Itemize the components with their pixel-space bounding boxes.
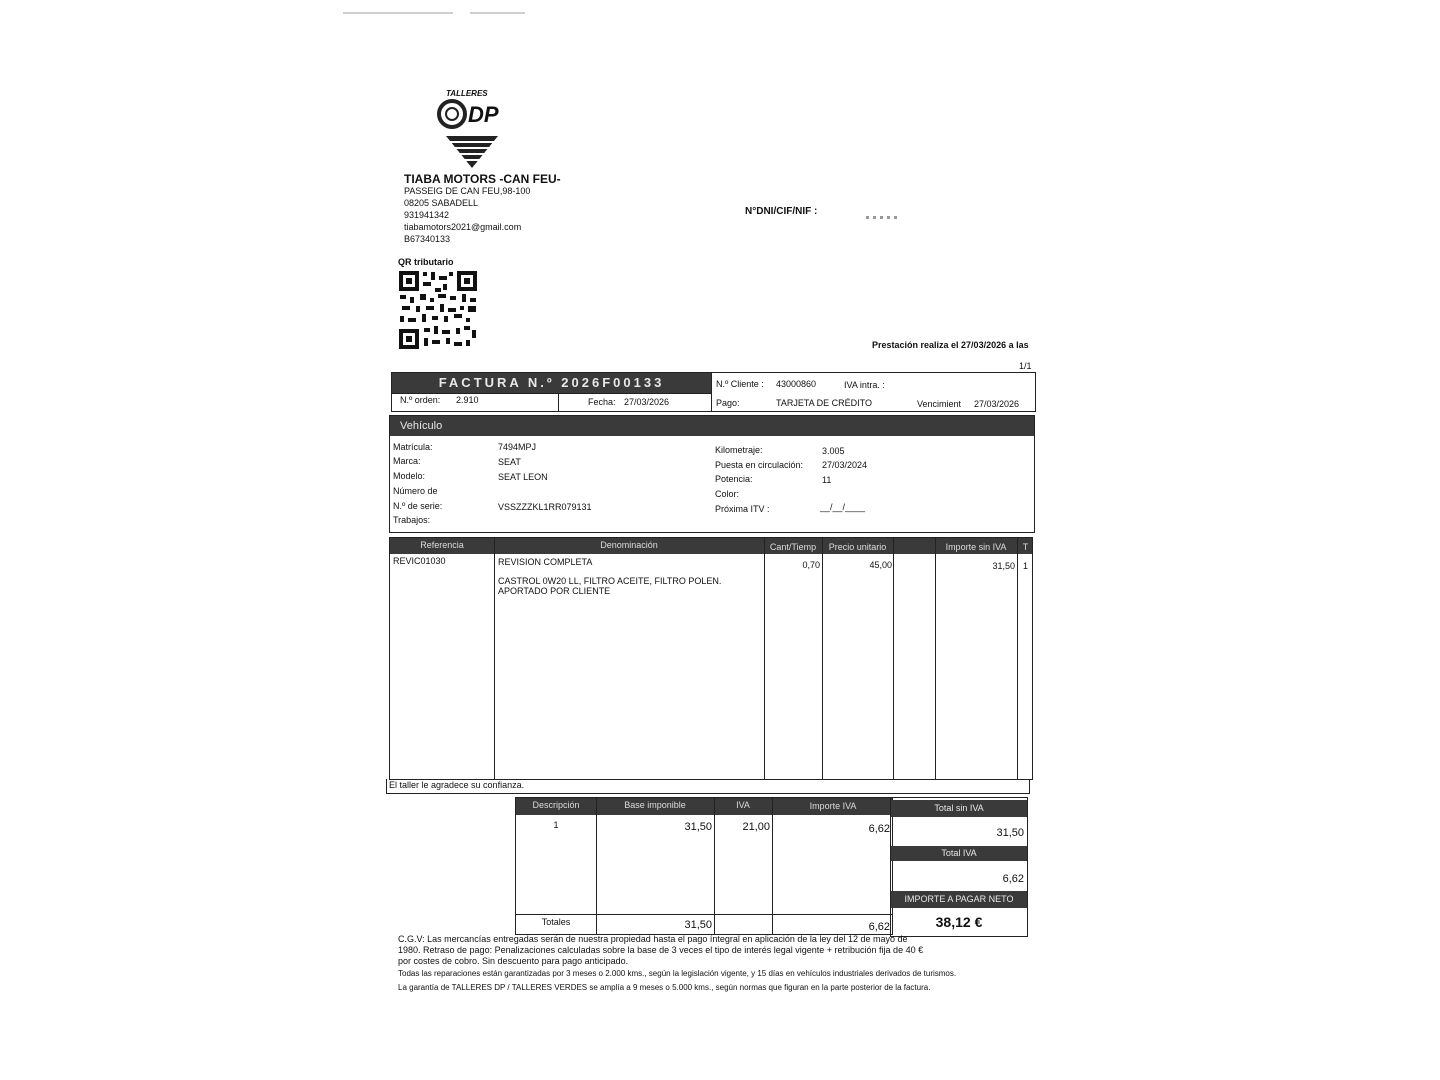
- vehicle-value-brand: SEAT: [498, 457, 521, 467]
- vat-header-rate: IVA: [736, 800, 750, 810]
- header-t: T: [1022, 542, 1029, 552]
- client-value: 43000860: [776, 379, 817, 389]
- company-phone: 931941342: [404, 210, 450, 220]
- vehicle-label-power: Potencia:: [715, 474, 753, 484]
- total-iva-value: 6,62: [1002, 873, 1024, 885]
- vehicle-label-model: Modelo:: [393, 471, 426, 481]
- vat-breakdown: [515, 797, 893, 935]
- vehicle-label-works: Trabajos:: [393, 515, 431, 525]
- client-label: N.º Cliente :: [716, 379, 764, 389]
- total-sin-iva-value: 31,50: [996, 827, 1024, 839]
- due-value: 27/03/2026: [974, 399, 1020, 409]
- company-email: tiabamotors2021@gmail.com: [404, 222, 522, 232]
- logo-icon: [432, 88, 512, 172]
- item-t: 1: [1022, 561, 1028, 571]
- thanks-row: [386, 779, 1030, 794]
- due-label: Vencimient: [917, 399, 962, 409]
- vehicle-value-plate: 7494MPJ: [498, 442, 537, 452]
- vat-label: IVA intra. :: [844, 380, 885, 390]
- invoice-title: FACTURA N.º 2026F00133: [392, 373, 711, 393]
- vehicle-label-brand: Marca:: [393, 456, 421, 466]
- header-unit-price: Precio unitario: [828, 542, 887, 552]
- company-nif: B67340133: [404, 234, 451, 244]
- vehicle-value-power: 11: [822, 475, 832, 485]
- items-table: [389, 537, 1033, 780]
- vat-row-amount: 6,62: [868, 823, 890, 835]
- vat-header-base: Base imponible: [624, 800, 686, 810]
- cgv-text: [398, 934, 1038, 995]
- qr-code: [398, 270, 478, 350]
- vehicle-section: [389, 415, 1035, 533]
- thanks-text: El taller le agradece su confianza.: [389, 780, 525, 790]
- customer-id-redacted: [866, 216, 898, 219]
- vat-header-amount: Importe IVA: [809, 801, 857, 811]
- service-line: Prestación realiza el 27/03/2026 a las: [872, 340, 1029, 350]
- page-number: 1/1: [1019, 361, 1032, 371]
- qr-code-icon: [398, 270, 478, 350]
- vehicle-value-model: SEAT LEON: [498, 472, 548, 482]
- company-logo: [432, 88, 512, 172]
- order-label: N.º orden:: [400, 395, 441, 405]
- invoice-header: [391, 372, 1036, 412]
- company-name: TIABA MOTORS -CAN FEU-: [404, 172, 561, 186]
- vehicle-header: Vehículo: [390, 416, 1034, 436]
- payment-label: Pago:: [716, 398, 740, 408]
- vat-row-base: 31,50: [684, 821, 712, 833]
- cgv-line: por costes de cobro. Sin descuento para pago anticipado.: [398, 956, 629, 966]
- vehicle-label-plate: Matrícula:: [393, 442, 433, 452]
- vehicle-value-registration: 27/03/2024: [822, 460, 868, 470]
- vehicle-value-itv: __/__/____: [820, 502, 866, 512]
- item-amount: 31,50: [992, 561, 1015, 571]
- header-reference: Referencia: [420, 540, 464, 550]
- item-note: APORTADO POR CLIENTE: [498, 586, 611, 596]
- item-unit-price: 45,00: [869, 560, 892, 570]
- totals-label: Totales: [541, 917, 571, 927]
- totals-iva: 6,62: [868, 921, 890, 933]
- item-description: REVISION COMPLETA: [498, 557, 593, 567]
- cgv-line: Todas las reparaciones están garantizadas por 3 meses o 2.000 kms., según la legislación vigente, y 15 días en vehículos industriales derivados de turismos.: [398, 969, 957, 978]
- company-city: 08205 SABADELL: [404, 198, 479, 208]
- total-iva-label: Total IVA: [891, 846, 1027, 861]
- item-quantity: 0,70: [802, 560, 820, 570]
- vat-row-description: 1: [553, 820, 559, 830]
- scan-mark: [470, 12, 525, 14]
- vehicle-label-km: Kilometraje:: [715, 445, 763, 455]
- logo-mark-text: DP: [468, 102, 499, 127]
- vehicle-label-number: Número de: [393, 486, 438, 496]
- vehicle-label-color: Color:: [715, 489, 740, 499]
- item-reference: REVIC01030: [393, 556, 446, 566]
- cgv-line: La garantía de TALLERES DP / TALLERES VERDES se amplía a 9 meses o 5.000 kms., según normas que figuran en la parte posterior de la factura.: [398, 983, 931, 992]
- scan-mark: [343, 12, 453, 14]
- net-value: 38,12 €: [935, 914, 983, 930]
- company-address: PASSEIG DE CAN FEU,98-100: [404, 186, 531, 196]
- customer-id-label: N°DNI/CIF/NIF :: [745, 206, 818, 217]
- vehicle-label-itv: Próxima ITV :: [715, 504, 770, 514]
- vehicle-value-km: 3.005: [822, 446, 845, 456]
- vehicle-label-registration: Puesta en circulación:: [715, 460, 804, 470]
- vat-header-description: Descripción: [532, 800, 580, 810]
- date-value: 27/03/2026: [624, 397, 670, 407]
- cgv-line: 1980. Retraso de pago: Penalizaciones calculadas sobre la base de 3 veces el tipo de interés legal vigente + retribución fija de 40 €: [398, 945, 924, 955]
- vat-row-rate: 21,00: [742, 821, 770, 833]
- header-quantity: Cant/Tiemp: [769, 542, 817, 552]
- vehicle-value-serial: VSSZZZKL1RR079131: [498, 502, 592, 512]
- summary-box: [890, 797, 1028, 937]
- header-amount: Importe sin IVA: [945, 542, 1007, 552]
- total-sin-iva-label: Total sin IVA: [891, 800, 1027, 817]
- qr-label: QR tributario: [398, 257, 454, 267]
- logo-top-text: TALLERES: [446, 89, 488, 98]
- totals-base: 31,50: [684, 919, 712, 931]
- item-note: CASTROL 0W20 LL, FILTRO ACEITE, FILTRO POLEN.: [498, 576, 722, 586]
- vehicle-label-serial: N.º de serie:: [393, 501, 443, 511]
- order-value: 2.910: [456, 395, 479, 405]
- header-description: Denominación: [600, 540, 658, 550]
- net-label: IMPORTE A PAGAR NETO: [891, 891, 1027, 908]
- date-label: Fecha:: [588, 397, 616, 407]
- cgv-line: C.G.V: Las mercancías entregadas serán de nuestra propiedad hasta el pago íntegral en aplicación de la ley del 12 de mayo de: [398, 934, 908, 944]
- payment-value: TARJETA DE CRÉDITO: [776, 398, 873, 408]
